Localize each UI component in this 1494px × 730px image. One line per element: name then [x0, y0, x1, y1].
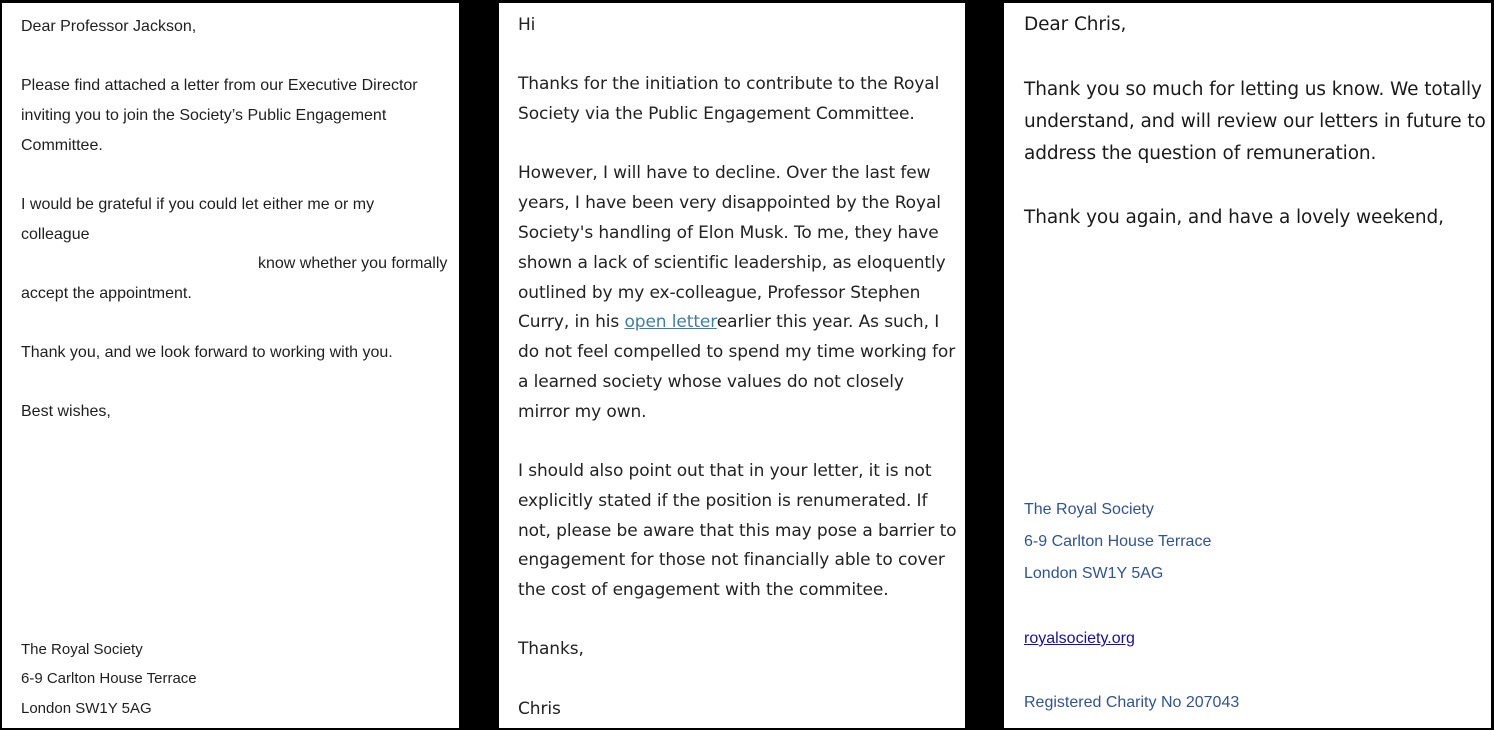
- address-line: 6-9 Carlton House Terrace: [21, 670, 197, 687]
- body-line: a learned society whose values do not closely: [518, 372, 904, 392]
- body-line: Committee.: [21, 137, 103, 154]
- body-line: Thank you so much for letting us know. We totally: [1024, 79, 1482, 100]
- body-line: I should also point out that in your letter, it is not: [518, 461, 932, 481]
- open-letter-link[interactable]: open letter: [624, 312, 717, 332]
- invitation-email-panel: [2, 3, 459, 728]
- body-line: colleague: [21, 226, 90, 243]
- website-link[interactable]: royalsociety.org: [1024, 630, 1135, 647]
- address-line: The Royal Society: [21, 641, 143, 658]
- body-line: not, please be aware that this may pose a barrier to: [518, 521, 957, 541]
- body-line: Society via the Public Engagement Committee.: [518, 104, 915, 124]
- body-line: years, I have been very disappointed by the Royal: [518, 193, 941, 213]
- body-line: Society's handling of Elon Musk. To me, they have: [518, 223, 939, 243]
- greeting: Hi: [518, 15, 536, 35]
- address-line: 6-9 Carlton House Terrace: [1024, 533, 1212, 550]
- redacted-signature: [21, 432, 81, 438]
- body-line: know whether you formally: [258, 255, 448, 272]
- body-line: accept the appointment.: [21, 285, 192, 302]
- salutation: Dear Professor Jackson,: [21, 18, 197, 35]
- body-line: mirror my own.: [518, 402, 647, 422]
- address-line: The Royal Society: [1024, 501, 1154, 518]
- address-line: London SW1Y 5AG: [1024, 565, 1164, 582]
- body-line: engagement for those not financially able to cover: [518, 550, 945, 570]
- address-line: London SW1Y 5AG: [21, 700, 152, 717]
- body-line: understand, and will review our letters in future to: [1024, 111, 1486, 132]
- body-line: Thank you again, and have a lovely weekend,: [1024, 207, 1444, 228]
- body-line: Thank you, and we look forward to working with you.: [21, 344, 393, 361]
- body-text: Curry, in his: [518, 312, 625, 332]
- body-line: inviting you to join the Society’s Public Engagement: [21, 107, 387, 124]
- body-line: address the question of remuneration.: [1024, 143, 1377, 164]
- charity-number: Registered Charity No 207043: [1024, 694, 1240, 711]
- body-line: Thanks for the initiation to contribute to the Royal: [518, 74, 940, 94]
- body-line-with-link: [518, 311, 939, 333]
- sender-name: Chris: [518, 699, 561, 719]
- body-line: Please find attached a letter from our Executive Director: [21, 77, 418, 94]
- body-line: the cost of engagement with the commitee.: [518, 580, 889, 600]
- body-line: I would be grateful if you could let either me or my: [21, 196, 375, 213]
- signoff: Thanks,: [518, 639, 584, 659]
- body-line: outlined by my ex-colleague, Professor Stephen: [518, 283, 921, 303]
- body-line: However, I will have to decline. Over the last few: [518, 163, 931, 183]
- reply-email-panel: [499, 3, 965, 728]
- response-email-panel: [1004, 3, 1491, 728]
- salutation: Dear Chris,: [1024, 14, 1127, 35]
- body-line: explicitly stated if the position is renumerated. If: [518, 491, 928, 511]
- closing: Best wishes,: [21, 403, 111, 420]
- body-text: earlier this year. As such, I: [716, 312, 940, 332]
- body-line: do not feel compelled to spend my time working for: [518, 342, 956, 362]
- body-line: shown a lack of scientific leadership, as eloquently: [518, 253, 946, 273]
